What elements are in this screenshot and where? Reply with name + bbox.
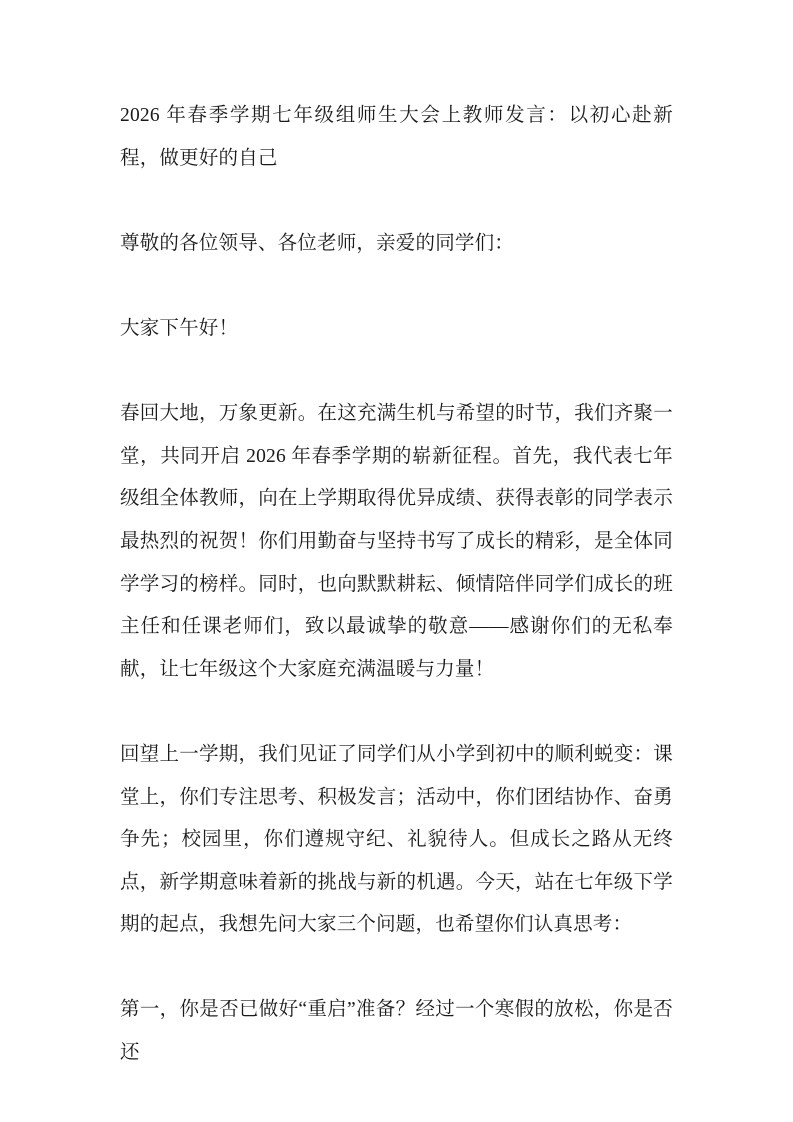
document-title: 2026 年春季学期七年级组师生大会上教师发言：以初心赴新程，做更好的自己: [120, 105, 673, 169]
greeting-line: 大家下午好！: [120, 317, 239, 339]
body-paragraph: 春回大地，万象更新。在这充满生机与希望的时节，我们齐聚一堂，共同开启 2026 年春季学期的崭新征程。首先，我代表七年级组全体教师，向在上学期取得优异成绩、获得表彰的同学表示最热烈的祝贺！你们用勤奋与坚持书写了成长的精彩，是全体同学学习的榜样。同时，也向默默耕耘、倾情陪伴同学们成长的班主任和任课老师们，致以最诚挚的敬意——感谢你们的无私奉献，让七年级这个大家庭充满温暖与力量！: [120, 403, 673, 680]
body-paragraph: 第一，你是否已做好“重启”准备？经过一个寒假的放松，你是否还: [120, 999, 673, 1064]
body-paragraph: 回望上一学期，我们见证了同学们从小学到初中的顺利蜕变：课堂上，你们专注思考、积极发言；活动中，你们团结协作、奋勇争先；校园里，你们遵规守纪、礼貌待人。但成长之路从无终点，新学期意味着新的挑战与新的机遇。今天，站在七年级下学期的起点，我想先问大家三个问题，也希望你们认真思考：: [120, 743, 673, 936]
salutation-line: 尊敬的各位领导、各位老师，亲爱的同学们：: [120, 232, 515, 254]
